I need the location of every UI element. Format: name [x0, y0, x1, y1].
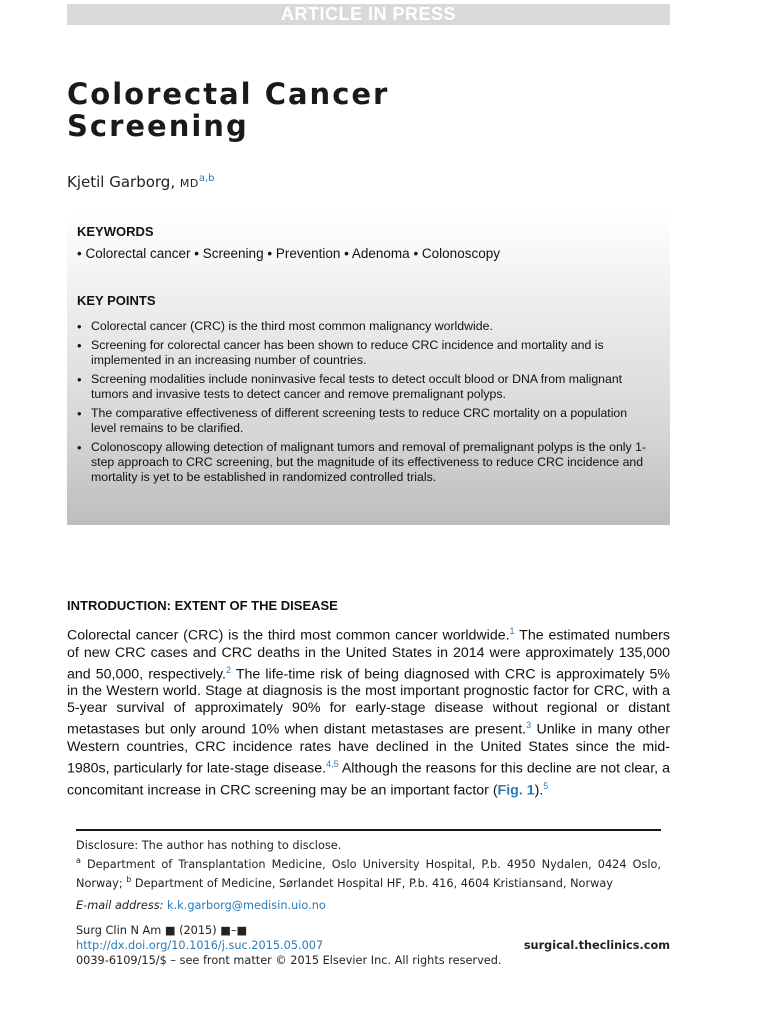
- key-points-list: [77, 319, 649, 489]
- section-heading-introduction: INTRODUCTION: EXTENT OF THE DISEASE: [67, 598, 338, 613]
- title-line-1: Colorectal Cancer: [67, 77, 390, 111]
- journal-website: surgical.theclinics.com: [523, 939, 670, 952]
- email-label: E-mail address:: [76, 899, 164, 912]
- author-affiliation-link[interactable]: a,b: [198, 173, 215, 184]
- keyword-item: • Colorectal cancer: [77, 246, 191, 261]
- keyword-item: • Screening: [194, 246, 264, 261]
- disclosure-note: Disclosure: The author has nothing to disclose.: [76, 839, 342, 852]
- email-link[interactable]: k.k.garborg@medisin.uio.no: [167, 899, 326, 912]
- key-point-item: • Screening modalities include noninvasive fecal tests to detect occult blood or DNA from malignant tumors and invasive tests to detect cancer and remove premalignant polyps.: [77, 372, 649, 402]
- journal-citation: Surg Clin N Am ■ (2015) ■–■: [76, 924, 248, 937]
- key-point-item: • Colonoscopy allowing detection of malignant tumors and removal of premalignant polyps is the only 1-step approach to CRC screening, but the magnitude of its effectiveness to reduce CRC incidence and mortality is yet to be established in randomized controlled trials.: [77, 440, 649, 485]
- keyword-item: • Prevention: [267, 246, 341, 261]
- reference-link[interactable]: 1: [509, 626, 515, 636]
- title-line-2: Screening: [67, 109, 249, 143]
- introduction-paragraph: Colorectal cancer (CRC) is the third most common cancer worldwide.$^1$ The estimated numbers of new CRC cases and CRC deaths in the United States in 2014 were approximately 135,000 and 50,000, respectively.$^2$ The life-time risk of being diagnosed with CRC is approximately 5% in the Western world. Stage at diagnosis is the most important prognostic factor for CRC, with a 5-year survival of approximately 90% for early-stage disease without regional or distant metastases but only around 10% when distant metastases are present.$^3$ Unlike in many other Western countries, CRC incidence rates have declined in the United States since the mid-1980s, particularly for late-stage disease.$^{4,5}$ Although the reasons for this decline are not clear, a concomitant increase in CRC screening may be an important factor (Fig. 1).$^5$: [67, 626, 671, 799]
- copyright-line: 0039-6109/15/$ – see front matter © 2015 Elsevier Inc. All rights reserved.: [76, 954, 502, 967]
- footnote-divider: [76, 829, 661, 831]
- figure-link[interactable]: Fig. 1: [497, 782, 535, 799]
- keywords-keypoints-box: [67, 212, 670, 525]
- reference-link[interactable]: 4,5: [326, 759, 339, 770]
- key-point-item: • Colorectal cancer (CRC) is the third most common malignancy worldwide.: [77, 319, 649, 334]
- affiliations-note: $^a$ Department of Transplantation Medicine, Oslo University Hospital, P.b. 4950 Nydalen, 0424 Oslo, Norway; $^b$ Department of Medicine, Sørlandet Hospital HF, P.b. 416, 4604 Kristiansand, Norway: [76, 856, 661, 890]
- doi-link[interactable]: http://dx.doi.org/10.1016/j.suc.2015.05.007: [76, 939, 324, 952]
- reference-link[interactable]: 2: [226, 664, 232, 675]
- key-point-item: • Screening for colorectal cancer has been shown to reduce CRC incidence and mortality and is implemented in an increasing number of countries.: [77, 338, 649, 368]
- reference-link[interactable]: 3: [526, 720, 532, 731]
- keyword-item: • Adenoma: [344, 246, 410, 261]
- email-line: [76, 898, 661, 913]
- reference-link[interactable]: 5: [543, 780, 549, 791]
- article-title: [67, 78, 587, 142]
- key-points-heading: KEY POINTS: [77, 293, 156, 308]
- key-point-item: • The comparative effectiveness of different screening tests to reduce CRC mortality on a population level remains to be clarified.: [77, 406, 649, 436]
- author-line: [67, 173, 215, 191]
- author-degree: MD: [179, 177, 199, 190]
- article-in-press-banner: ARTICLE IN PRESS: [67, 4, 670, 25]
- author-name: Kjetil Garborg,: [67, 173, 176, 191]
- keywords-list: [77, 246, 500, 261]
- keyword-item: • Colonoscopy: [413, 246, 500, 261]
- keywords-heading: KEYWORDS: [77, 224, 154, 239]
